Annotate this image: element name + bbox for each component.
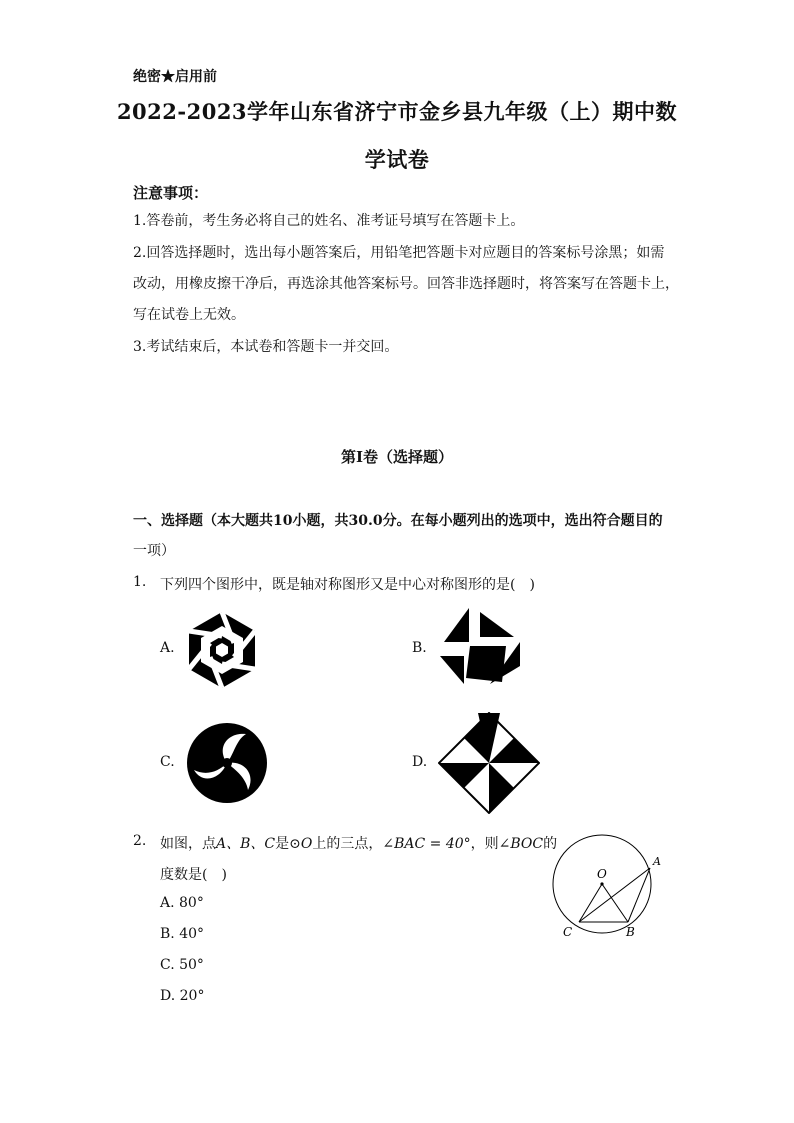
notice-line-1: 1.答卷前，考生务必将自己的姓名、准考证号填写在答题卡上。 [133, 213, 525, 229]
q2-label-o: O [597, 867, 607, 881]
q1-text: 下列四个图形中，既是轴对称图形又是中心对称图形的是( ) [160, 577, 535, 593]
notice-line-2: 2.回答选择题时，选出每小题答案后，用铅笔把答题卡对应题目的答案标号涂黑；如需 [133, 245, 665, 261]
q1-option-d-label: D. [412, 754, 428, 770]
q1-option-c-label: C. [160, 754, 175, 770]
q2-text-part2: 是 [275, 836, 290, 852]
part1-heading-line2: 一项） [133, 543, 175, 559]
q2-text-angle: ∠BAC = 40° [382, 836, 471, 852]
exam-title-line1: 2022-2023学年山东省济宁市金乡县九年级（上）期中数 [116, 99, 678, 124]
q2-label-c: C [563, 925, 573, 939]
part1-heading-line1: 一、选择题（本大题共10小题，共30.0分。在每小题列出的选项中，选出符合题目的 [133, 513, 663, 529]
q2-choice-a: A. 80° [160, 895, 204, 911]
notice-line-5: 3.考试结束后，本试卷和答题卡一并交回。 [133, 339, 399, 355]
q1-number: 1. [133, 574, 147, 590]
q2-circle-figure [546, 830, 671, 945]
q1-option-b-label: B. [412, 640, 427, 656]
notice-heading: 注意事项： [133, 184, 209, 202]
q2-text-circle: ⊙O [289, 836, 313, 852]
q1-option-d-figure [438, 712, 540, 814]
section-title: 第I卷（选择题） [340, 448, 454, 466]
notice-line-3: 改动，用橡皮擦干净后，再选涂其他答案标号。回答非选择题时，将答案写在答题卡上， [133, 276, 679, 292]
q1-option-a-label: A. [160, 640, 175, 656]
q2-text-line1 [160, 833, 557, 853]
q1-option-a-figure [186, 610, 258, 690]
q2-text-part5: 的 [543, 836, 558, 852]
exam-title-line2: 学试卷 [364, 147, 430, 172]
q2-text-part1: 如图，点 [160, 836, 216, 852]
q2-label-a: A [653, 855, 661, 868]
q2-text-points: A、B、C [216, 836, 276, 852]
q2-choice-d: D. 20° [160, 988, 205, 1004]
q2-number: 2. [133, 833, 147, 849]
q2-text-angle2: ∠BOC [498, 836, 544, 852]
secret-label: 绝密★启用前 [133, 69, 217, 85]
q2-choice-b: B. 40° [160, 926, 205, 942]
notice-line-4: 写在试卷上无效。 [133, 307, 245, 323]
q2-text-part3: 上的三点， [312, 836, 383, 852]
q2-text-part4: ，则 [470, 836, 499, 852]
q1-option-c-figure [186, 722, 268, 804]
q2-choice-c: C. 50° [160, 957, 204, 973]
q2-text-line2: 度数是( ) [160, 867, 227, 883]
q2-label-b: B [626, 925, 635, 939]
q1-option-b-figure [436, 606, 522, 688]
